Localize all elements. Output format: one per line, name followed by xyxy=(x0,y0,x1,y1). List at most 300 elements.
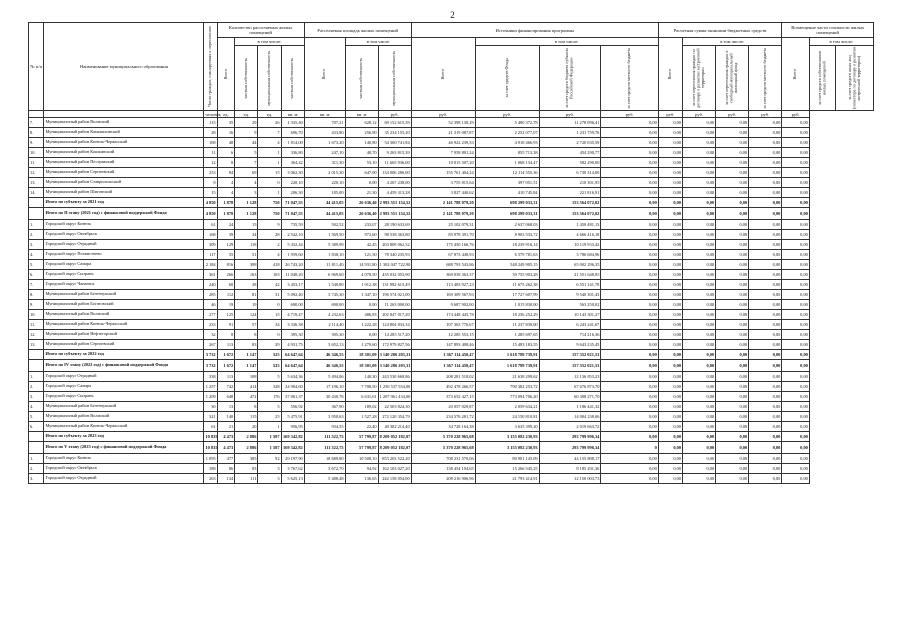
value-cell: 18 301,09 xyxy=(345,350,378,360)
value-cell: 0,00 xyxy=(782,360,810,372)
value-cell: 0,00 xyxy=(683,392,716,402)
value-cell: 0,00 xyxy=(683,412,716,422)
value-cell: 1 912,38 xyxy=(345,280,378,290)
municipality-name: Муниципальный район Сергиевский xyxy=(44,168,204,178)
value-cell: 0,00 xyxy=(782,280,810,290)
value-cell: 0,00 xyxy=(716,300,749,310)
value-cell: 0,00 xyxy=(601,310,658,320)
value-cell: 61 xyxy=(204,422,217,432)
value-cell: 0,00 xyxy=(683,220,716,230)
value-cell: 0,00 xyxy=(716,350,749,360)
value-cell: 336,80 xyxy=(281,148,304,158)
value-cell: 0,00 xyxy=(601,340,658,350)
value-cell: 1 838,10 xyxy=(304,250,345,260)
value-cell: 0,00 xyxy=(716,290,749,300)
header-refund-incl: в том числе: xyxy=(809,38,873,46)
value-cell: 0,00 xyxy=(658,422,682,432)
value-cell: 0,00 xyxy=(658,230,682,240)
header-refund-a: за счет средств собственников жилых помещений xyxy=(809,46,835,111)
value-cell: 1 618 789 739,91 xyxy=(475,360,539,372)
table-row xyxy=(29,402,874,412)
value-cell: 233 xyxy=(204,320,217,330)
value-cell: 1 285 697,65 xyxy=(475,330,539,340)
value-cell: 0,00 xyxy=(683,372,716,382)
value-cell: 113 xyxy=(217,340,235,350)
value-cell: 2 637 068,03 xyxy=(475,220,539,230)
value-cell: 0,00 xyxy=(683,230,716,240)
value-cell: 1 814,00 xyxy=(281,138,304,148)
value-cell: 28 190 633,69 xyxy=(378,220,411,230)
value-cell: 7 xyxy=(258,128,281,138)
value-cell: 385 xyxy=(235,454,258,464)
value-cell: 113 xyxy=(217,372,235,382)
value-cell: 0,00 xyxy=(716,270,749,280)
value-cell: 115 xyxy=(235,412,258,422)
value-cell: 42,45 xyxy=(345,240,378,250)
value-cell: 4 850 xyxy=(204,208,217,220)
units-cell: ед. xyxy=(235,111,258,118)
value-cell: 0,00 xyxy=(782,310,810,320)
table-row xyxy=(29,168,874,178)
table-row xyxy=(29,340,874,350)
value-cell: 4 719,47 xyxy=(281,310,304,320)
value-cell: 548 249 905,15 xyxy=(475,260,539,270)
value-cell: 108 xyxy=(204,138,217,148)
value-cell: 29 xyxy=(258,340,281,350)
value-cell: 3 062,30 xyxy=(281,168,304,178)
units-cell: руб. xyxy=(683,111,716,118)
value-cell: 11 278 096,41 xyxy=(539,118,601,128)
value-cell: 8 903 533,72 xyxy=(475,230,539,240)
header-count-municipal: муниципальная собственность xyxy=(258,46,281,111)
value-cell: 3 745,30 xyxy=(304,290,345,300)
row-number: 3. xyxy=(29,240,44,250)
value-cell: 648 xyxy=(217,392,235,402)
municipality-name: Итого по V этапу (2023 год) с финансовой поддержкой Фонда xyxy=(44,442,204,454)
value-cell: 153 564 072,02 xyxy=(539,198,601,208)
value-cell: 32 xyxy=(204,330,217,340)
value-cell: 3 xyxy=(258,464,281,474)
value-cell: 107 363 776,67 xyxy=(411,320,475,330)
value-cell: 16 xyxy=(217,128,235,138)
value-cell: 46 xyxy=(204,300,217,310)
value-cell: 1 128 xyxy=(235,208,258,220)
value-cell: 57 799,87 xyxy=(345,442,378,454)
value-cell: 242 158 054,00 xyxy=(378,474,411,484)
value-cell: 369 039 363,37 xyxy=(411,270,475,280)
value-cell: 21 638 299,62 xyxy=(475,372,539,382)
value-cell: 4 850 xyxy=(204,198,217,208)
row-number xyxy=(29,432,44,442)
value-cell: 0,00 xyxy=(716,422,749,432)
value-cell: 0,00 xyxy=(658,474,682,484)
value-cell: 398 xyxy=(235,260,258,270)
value-cell: 1 367 114 450,47 xyxy=(411,360,475,372)
value-cell: 790 382 253,72 xyxy=(475,382,539,392)
value-cell: 118 xyxy=(235,240,258,250)
value-cell: 21 793 414,91 xyxy=(475,474,539,484)
value-cell: 2 015,30 xyxy=(304,168,345,178)
value-cell: 750 xyxy=(258,198,281,208)
value-cell: 5 xyxy=(258,402,281,412)
value-cell: 2 141 788 079,20 xyxy=(411,198,475,208)
header-area-private: частная собственность xyxy=(345,46,378,111)
table-row xyxy=(29,270,874,280)
value-cell: 69 xyxy=(235,168,258,178)
value-cell: 4 267 238,00 xyxy=(378,178,411,188)
value-cell: 0,00 xyxy=(749,464,782,474)
row-number: 3. xyxy=(29,474,44,484)
value-cell: 22,40 xyxy=(345,422,378,432)
units-cell: руб. xyxy=(411,111,475,118)
value-cell: 125 xyxy=(217,310,235,320)
value-cell: 1 xyxy=(258,188,281,198)
value-cell: 147 893 408,46 xyxy=(411,340,475,350)
value-cell: 0,00 xyxy=(601,372,658,382)
value-cell: 64 647,64 xyxy=(281,350,304,360)
value-cell: 24 904,60 xyxy=(281,382,304,392)
table-row xyxy=(29,464,874,474)
header-count-private-2: частная собственность xyxy=(281,46,304,111)
header-area-total: Всего xyxy=(304,38,345,111)
value-cell: 361 xyxy=(204,270,217,280)
row-number: 11. xyxy=(29,158,44,168)
value-cell: 0,00 xyxy=(601,250,658,260)
header-econ-total: Всего xyxy=(658,38,682,111)
value-cell: 11 665 936,00 xyxy=(378,158,411,168)
value-cell: 0,00 xyxy=(749,300,782,310)
value-cell: 0 xyxy=(601,442,658,454)
units-row xyxy=(29,111,874,118)
value-cell: 0,00 xyxy=(683,340,716,350)
value-cell: 5 092,40 xyxy=(281,290,304,300)
value-cell: 714 216,36 xyxy=(539,330,601,340)
value-cell: 0,00 xyxy=(601,178,658,188)
value-cell: 35 xyxy=(217,118,235,128)
value-cell: 18 689,80 xyxy=(304,454,345,464)
value-cell: 4 931,75 xyxy=(281,340,304,350)
value-cell: 1 068 134,47 xyxy=(475,158,539,168)
value-cell: 0,00 xyxy=(782,230,810,240)
value-cell: 6 579 781,63 xyxy=(475,250,539,260)
value-cell: 0,00 xyxy=(683,138,716,148)
value-cell: 0,00 xyxy=(601,464,658,474)
value-cell: 13 xyxy=(217,402,235,412)
value-cell: 129 xyxy=(217,240,235,250)
value-cell: 28 xyxy=(258,230,281,240)
value-cell: 83 xyxy=(235,340,258,350)
value-cell: 2 993 551 154,52 xyxy=(378,208,411,220)
value-cell: 707,21 xyxy=(304,118,345,128)
value-cell: 293 799 996,34 xyxy=(539,442,601,454)
value-cell: 5 494,06 xyxy=(304,372,345,382)
value-cell: 67 676 873,70 xyxy=(539,382,601,392)
value-cell: 0,00 xyxy=(716,230,749,240)
value-cell: 6 551 141,78 xyxy=(539,280,601,290)
value-cell: 0,00 xyxy=(782,330,810,340)
value-cell: 0,00 xyxy=(658,464,682,474)
value-cell: 15 xyxy=(235,220,258,230)
value-cell: 124 xyxy=(235,310,258,320)
value-cell: 0,00 xyxy=(716,402,749,412)
municipality-name: Муниципальный район Волжский xyxy=(44,412,204,422)
row-number: 7. xyxy=(29,118,44,128)
value-cell: 185,00 xyxy=(304,188,345,198)
municipality-name: Городской округ Сызрань xyxy=(44,392,204,402)
value-cell: 26 xyxy=(258,118,281,128)
value-cell: 0,00 xyxy=(749,230,782,240)
value-cell: 111 522,75 xyxy=(304,442,345,454)
municipality-name: Городской округ Октябрьск xyxy=(44,230,204,240)
value-cell: 0,00 xyxy=(716,208,749,220)
value-cell: 57 799,87 xyxy=(345,432,378,442)
value-cell: 0,00 xyxy=(782,474,810,484)
value-cell: 6 xyxy=(217,148,235,158)
value-cell: 0,00 xyxy=(658,290,682,300)
value-cell: 3 155 082 230,93 xyxy=(475,432,539,442)
value-cell: 0,00 xyxy=(658,118,682,128)
value-cell: 28 xyxy=(204,128,217,138)
value-cell: 3 xyxy=(258,474,281,484)
value-cell: 4 xyxy=(217,188,235,198)
row-number: 4. xyxy=(29,250,44,260)
value-cell: 2 059 634,21 xyxy=(475,402,539,412)
units-cell: кв. м xyxy=(304,111,345,118)
value-cell: 12 136 853,23 xyxy=(539,372,601,382)
row-number: 1. xyxy=(29,220,44,230)
value-cell: 0,00 xyxy=(683,464,716,474)
value-cell: 0,00 xyxy=(658,310,682,320)
municipality-name: Итого по субъекту за 2021 год xyxy=(44,198,204,208)
municipality-name: Муниципальный район Ставропольский xyxy=(44,178,204,188)
value-cell: 4 xyxy=(217,178,235,188)
value-cell: 4 xyxy=(258,138,281,148)
value-cell: 0,00 xyxy=(601,118,658,128)
table-row xyxy=(29,474,874,484)
value-cell: 0,00 xyxy=(658,208,682,220)
value-cell: 0,00 xyxy=(683,250,716,260)
value-cell: 0,00 xyxy=(782,208,810,220)
value-cell: 0,00 xyxy=(658,442,682,454)
value-cell: 311,30 xyxy=(304,158,345,168)
value-cell: 1 878 xyxy=(217,198,235,208)
value-cell: 472 xyxy=(235,392,258,402)
header-count-group: Количество расселяемых жилых помещений xyxy=(217,23,304,38)
value-cell: 0,00 xyxy=(601,330,658,340)
value-cell: 0,00 xyxy=(749,168,782,178)
units-cell: ед. xyxy=(258,111,281,118)
value-cell: 1 231 759,76 xyxy=(539,128,601,138)
value-cell: 1 335,40 xyxy=(281,118,304,128)
value-cell: 0,00 xyxy=(601,454,658,464)
value-cell: 37 061,37 xyxy=(281,392,304,402)
table-row xyxy=(29,392,874,402)
value-cell: 934,55 xyxy=(304,422,345,432)
value-cell: 0,00 xyxy=(345,300,378,310)
value-cell: 0,00 xyxy=(345,330,378,340)
table-row xyxy=(29,372,874,382)
value-cell: 0,00 xyxy=(601,188,658,198)
value-cell: 0,00 xyxy=(782,382,810,392)
header-econ-a: за счет переселения граждан по договору о развитии застроенной территории xyxy=(683,46,716,111)
value-cell: 0,00 xyxy=(716,392,749,402)
value-cell: 0,00 xyxy=(749,360,782,372)
value-cell: 0,00 xyxy=(749,392,782,402)
units-cell: человек xyxy=(205,111,221,117)
value-cell: 0,00 xyxy=(683,402,716,412)
municipality-name: Городской округ Кинель xyxy=(44,220,204,230)
table-row xyxy=(29,220,874,230)
value-cell: 0,00 xyxy=(683,128,716,138)
value-cell: 1 302 047 722,90 xyxy=(378,260,411,270)
value-cell: 647,00 xyxy=(345,168,378,178)
value-cell: 92 xyxy=(258,454,281,464)
value-cell: 0,00 xyxy=(782,422,810,432)
value-cell: 0,00 xyxy=(658,360,682,372)
value-cell: 1 347,10 xyxy=(345,290,378,300)
value-cell: 742 xyxy=(217,382,235,392)
municipality-name: Городской округ Отрадный xyxy=(44,240,204,250)
value-cell: 61 xyxy=(204,220,217,230)
value-cell: 410 745,84 xyxy=(475,188,539,198)
value-cell: 0,00 xyxy=(601,260,658,270)
municipality-name: Городской округ Похвистнево xyxy=(44,250,204,260)
table-row xyxy=(29,178,874,188)
table-row xyxy=(29,128,874,138)
value-cell: 0,00 xyxy=(716,330,749,340)
value-cell: 39 xyxy=(217,230,235,240)
value-cell: 1 540,80 xyxy=(304,280,345,290)
value-cell: 9 xyxy=(258,220,281,230)
value-cell: 0,00 xyxy=(716,188,749,198)
value-cell: 2 252 077,07 xyxy=(475,128,539,138)
municipality-name: Городской округ Сызрань xyxy=(44,270,204,280)
value-cell: 1 257 xyxy=(204,382,217,392)
value-cell: 0,00 xyxy=(749,208,782,220)
value-cell: 3 652,13 xyxy=(304,340,345,350)
value-cell: 20 057 029,87 xyxy=(411,402,475,412)
value-cell: 0,00 xyxy=(683,270,716,280)
value-cell: 454 290,77 xyxy=(539,148,601,158)
value-cell: 338 xyxy=(204,372,217,382)
municipality-name: Муниципальный район Кинель-Черкасский xyxy=(44,320,204,330)
value-cell: 18 256 252,29 xyxy=(475,310,539,320)
value-cell: 153 564 072,02 xyxy=(539,208,601,220)
value-cell: 5 xyxy=(235,148,258,158)
value-cell: 67 873 448,93 xyxy=(411,250,475,260)
value-cell: 0,00 xyxy=(658,240,682,250)
value-cell: 0,00 xyxy=(683,178,716,188)
value-cell: 0,00 xyxy=(683,300,716,310)
value-cell: 117 xyxy=(204,250,217,260)
municipality-name: Городской округ Отрадный xyxy=(44,474,204,484)
value-cell: 46 346,55 xyxy=(304,360,345,372)
value-cell: 1 527,28 xyxy=(345,412,378,422)
row-number: 13. xyxy=(29,340,44,350)
value-cell: 221 816,91 xyxy=(539,188,601,198)
value-cell: 0,00 xyxy=(749,128,782,138)
value-cell: 395,30 xyxy=(304,330,345,340)
row-number: 2. xyxy=(29,464,44,474)
value-cell: 44 415,05 xyxy=(304,198,345,208)
value-cell: 0,00 xyxy=(716,340,749,350)
value-cell: 8 209 052 182,07 xyxy=(378,432,411,442)
value-cell: 272 120 354,79 xyxy=(378,412,411,422)
value-cell: 0 xyxy=(258,300,281,310)
value-cell: 10 015 507,20 xyxy=(411,158,475,168)
value-cell: 0,00 xyxy=(749,474,782,484)
value-cell: 1 587 xyxy=(258,442,281,454)
table-row xyxy=(29,320,874,330)
value-cell: 3 155 082 230,93 xyxy=(475,442,539,454)
value-cell: 0,00 xyxy=(601,198,658,208)
value-cell: 1 878 xyxy=(217,208,235,220)
row-number: 10. xyxy=(29,310,44,320)
value-cell: 285 xyxy=(204,290,217,300)
value-cell: 0,00 xyxy=(658,454,682,464)
row-number xyxy=(29,442,44,454)
value-cell: 44 155 808,17 xyxy=(539,454,601,464)
value-cell: 233,07 xyxy=(345,220,378,230)
value-cell: 0,00 xyxy=(601,128,658,138)
total-row xyxy=(29,350,874,360)
value-cell: 81 xyxy=(235,290,258,300)
value-cell: 3 786 684,96 xyxy=(539,250,601,260)
value-cell: 0,00 xyxy=(749,240,782,250)
units-cell: руб. xyxy=(716,111,749,118)
value-cell: 0,00 xyxy=(782,198,810,208)
value-cell: 42 xyxy=(258,280,281,290)
value-cell: 0,00 xyxy=(683,330,716,340)
value-cell: 4 666 416,18 xyxy=(539,230,601,240)
value-cell: 176 xyxy=(258,392,281,402)
value-cell: 0,00 xyxy=(749,158,782,168)
value-cell: 0,00 xyxy=(782,178,810,188)
units-cell: ед. xyxy=(217,111,235,118)
value-cell: 210 301,95 xyxy=(539,178,601,188)
value-cell: 556,92 xyxy=(281,402,304,412)
value-cell: 7 958 801,24 xyxy=(411,148,475,158)
value-cell: 29 197,90 xyxy=(281,454,304,464)
value-cell: 293 799 996,34 xyxy=(539,432,601,442)
value-cell: 0,00 xyxy=(716,412,749,422)
value-cell: 1 673,20 xyxy=(304,138,345,148)
row-number: 3. xyxy=(29,392,44,402)
value-cell: 696,70 xyxy=(281,128,304,138)
value-cell: 136,65 xyxy=(345,474,378,484)
value-cell: 26 743,20 xyxy=(281,260,304,270)
value-cell: 111 522,75 xyxy=(304,432,345,442)
total-row xyxy=(29,432,874,442)
value-cell: 8 xyxy=(217,158,235,168)
value-cell: 0,00 xyxy=(683,360,716,372)
value-cell: 263 xyxy=(204,474,217,484)
units-cell: руб. xyxy=(475,111,539,118)
municipality-name: Городской округ Чапаевск xyxy=(44,280,204,290)
value-cell: 0,00 xyxy=(782,442,810,454)
value-cell: 0,00 xyxy=(658,220,682,230)
value-cell: 40 382 214,40 xyxy=(378,422,411,432)
value-cell: 174 448 445,78 xyxy=(411,310,475,320)
row-number: 14. xyxy=(29,188,44,198)
value-cell: 0,00 xyxy=(749,442,782,454)
header-name: Наименование муниципального образования xyxy=(44,23,204,111)
value-cell: 690,00 xyxy=(304,300,345,310)
value-cell: 6 243 241,67 xyxy=(539,320,601,330)
units-cell: руб. xyxy=(378,111,411,118)
value-cell: 0,00 xyxy=(716,280,749,290)
value-cell: 266 xyxy=(217,270,235,280)
